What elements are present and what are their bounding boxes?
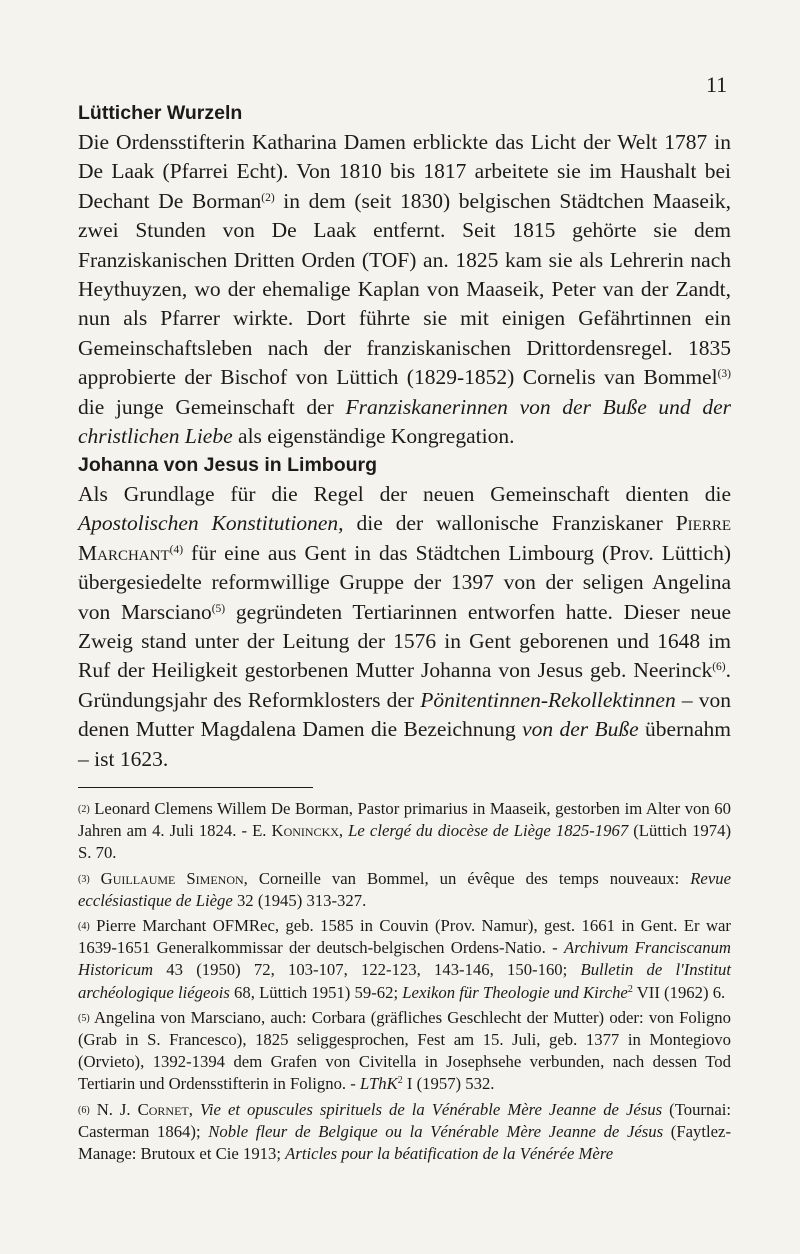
italic-term: Franziskanerinnen von der Buße und der christlichen Liebe	[78, 394, 731, 449]
italic-title: Bulletin de l'Institut archéologique liégeois	[78, 960, 732, 1002]
text-run: (Lüttich 1974) S. 70.	[78, 821, 732, 863]
text-run: , Corneille van Bommel, un évêque des temps nouveaux:	[243, 868, 691, 888]
text-run: ,	[188, 1099, 200, 1119]
footnote-ref: (2)	[261, 191, 275, 204]
text-run: 43 (1950) 72, 103-107, 122-123, 143-146, 150-160;	[153, 960, 581, 980]
footnote-mark: (3)	[78, 873, 90, 885]
text-run: (Faytlez-Manage: Brutoux et Cie 1913;	[78, 1121, 732, 1164]
italic-title: Noble fleur de Belgique ou la Vénérable Mère Jeanne de Jésus	[208, 1121, 664, 1141]
italic-title: Vie et opuscules spirituels de la Vénérable Mère Jeanne de Jésus	[199, 1099, 663, 1119]
text-run: – von denen Mutter Magdalena Damen die Bezeichnung	[78, 687, 731, 742]
text-run: (Tournai: Casterman 1864);	[78, 1099, 731, 1141]
text-run: für eine aus Gent in das Städtchen Limbourg (Prov. Lüttich) übergesiedelte reformwillige Gruppe der 1397 von der seligen Angelina von Marsciano	[78, 540, 731, 624]
section-heading: Johanna von Jesus in Limbourg	[78, 454, 378, 476]
italic-title: Le clergé du diocèse de Liège 1825-1967	[348, 821, 629, 841]
text-run: VII (1962) 6.	[632, 982, 726, 1002]
italic-title: Articles pour la béatification de la Vénérée Mère	[285, 1144, 614, 1164]
text-run: Angelina von Marsciano, auch: Corbara (gräfliches Geschlecht der Mutter) oder: von Foligno (Grab in S. Francesco), 1825 seliggesprochen, Fest am 15. Juli, geb. 1377 in Montegiovo (Orvieto), 1392-1394 dem Grafen von Civitella in Josephsehe verbunden, nach dessen Tod Tertiarin und Ordensstifterin in Foligno. -	[78, 1007, 731, 1094]
text-run: ,	[338, 821, 349, 841]
footnote-mark: (5)	[78, 1012, 90, 1024]
text-run: . Gründungsjahr des Reformklosters der	[78, 658, 731, 712]
footnote-3	[78, 868, 731, 912]
footnote-mark: (2)	[78, 804, 90, 815]
footnote-ref: (4)	[169, 543, 184, 556]
footnote-ref: (5)	[211, 602, 226, 615]
footnote-4	[78, 915, 731, 1004]
text-run: die junge Gemeinschaft der	[78, 394, 346, 419]
italic-title: Revue ecclésiastique de Liège	[78, 868, 731, 910]
text-run: Leonard Clemens Willem De Borman, Pastor primarius in Maaseik, gestorben im Alter von 60 Jahren am 4. Juli 1824. - E.	[78, 799, 731, 841]
italic-term: von der Buße	[522, 717, 639, 742]
footnote-2	[78, 798, 731, 865]
footnote-mark: (6)	[78, 1104, 90, 1116]
text-run: übernahm – ist 1623.	[78, 717, 731, 771]
edition-superscript: 2	[397, 1075, 403, 1087]
section-heading: Lütticher Wurzeln	[78, 102, 243, 124]
section-paragraph	[78, 480, 731, 774]
italic-term: Pönitentinnen-Rekollektinnen	[420, 687, 676, 712]
footnote-6	[78, 1099, 731, 1166]
footnote-5	[78, 1007, 731, 1096]
text-run: Als Grundlage für die Regel der neuen Gemeinschaft dienten die	[78, 482, 731, 506]
italic-term: Apostolischen Konstitutionen,	[78, 511, 344, 536]
text-run: gegründeten Tertiarinnen entworfen hatte. Dieser neue Zweig stand unter der Leitung der 1576 in Gent geborenen und 1648 im Ruf der Heiligkeit gestorbenen Mutter Johanna von Jesus geb. Neerinck	[78, 599, 731, 683]
text-run: Pierre Marchant OFMRec, geb. 1585 in Couvin (Prov. Namur), gest. 1661 in Gent. Er war 1639-1651 Generalkommissar der deutsch-belgischen Ordens-Natio. -	[78, 916, 731, 958]
section-johanna-von-jesus	[78, 450, 731, 774]
text-run: 32 (1945) 313-327.	[232, 890, 367, 910]
footnote-ref: (6)	[712, 661, 726, 674]
italic-title: Archivum Franciscanum Historicum	[78, 938, 731, 980]
edition-superscript: 2	[627, 983, 633, 995]
text-run: N. J.	[89, 1099, 138, 1119]
author-name: Koninckx	[271, 821, 339, 841]
section-paragraph	[78, 128, 731, 451]
text-run: die der wallonische Franziskaner	[343, 511, 676, 536]
footnotes	[78, 798, 731, 1168]
footnote-mark: (4)	[78, 921, 90, 933]
text-run: 68, Lüttich 1951) 59-62;	[229, 982, 403, 1002]
author-name: Guillaume Simenon	[89, 868, 244, 888]
author-name: Pierre Marchant	[78, 511, 731, 565]
italic-title: LThK	[360, 1074, 398, 1094]
text-run: I (1957) 532.	[402, 1074, 495, 1094]
text-run: als eigenständige Kongregation.	[232, 424, 515, 449]
text-run: Die Ordensstifterin Katharina Damen erblickte das Licht der Welt 1787 in De Laak (Pfarrei Echt). Von 1810 bis 1817 arbeitete sie im Haushalt bei Dechant De Borman	[78, 130, 731, 213]
section-luetticher-wurzeln	[78, 98, 731, 451]
author-name: Cornet	[137, 1099, 189, 1119]
page-number: 11	[706, 72, 728, 97]
footnote-ref: (3)	[717, 368, 731, 381]
footnote-divider	[78, 787, 313, 788]
italic-title: Lexikon für Theologie und Kirche	[402, 982, 628, 1002]
text-run: in dem (seit 1830) belgischen Städtchen Maaseik, zwei Stunden von De Laak entfernt. Seit 1815 gehörte sie dem Franziskanischen Dritten Orden (TOF) an. 1825 kam sie als Lehrerin nach Heythuyzen, wo der ehemalige Kaplan von Maaseik, Peter van der Zandt, nun als Pfarrer wirkte. Dort führte sie mit einigen Gefährtinnen ein Gemeinschaftsleben nach der franziskanischen Drittordensregel. 1835 approbierte der Bischof von Lüttich (1829-1852) Cornelis van Bommel	[78, 188, 731, 390]
